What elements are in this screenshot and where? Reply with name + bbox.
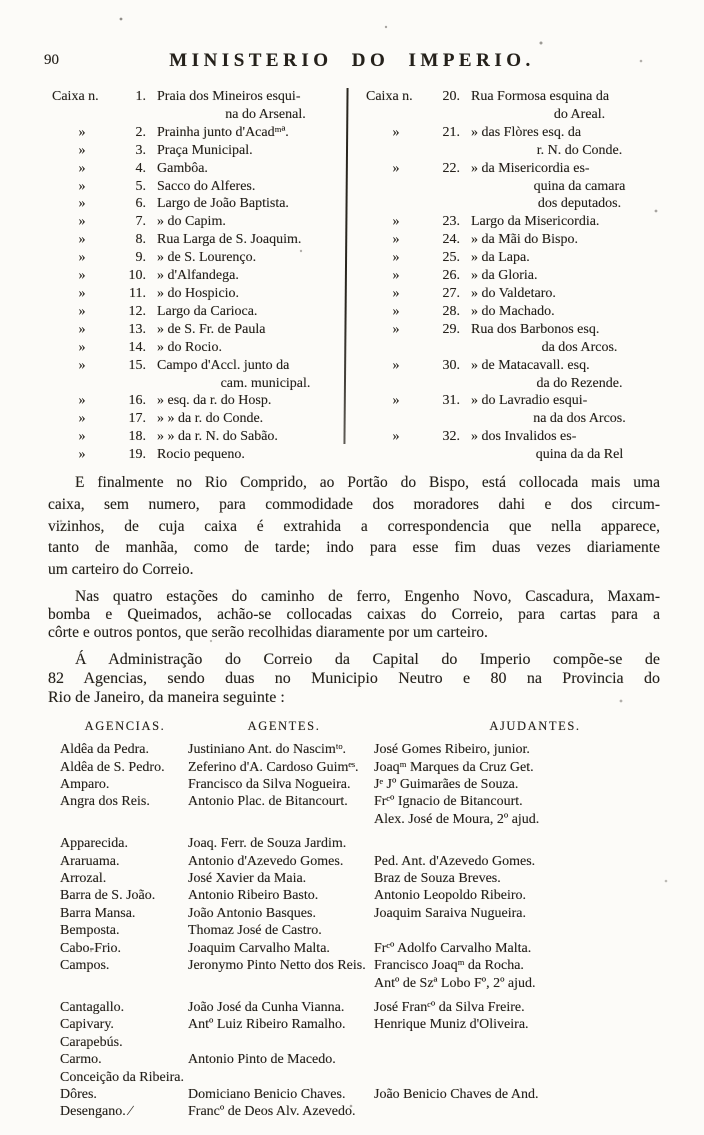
mailbox-entry [52, 392, 348, 410]
agencia-cell: Bemposta. [60, 923, 120, 939]
mailbox-entry-marker: » [78, 393, 86, 409]
mailbox-list-right-column [366, 88, 662, 464]
mailbox-entry-line: da do Rezende. [536, 375, 623, 391]
agencia-cell [56, 811, 188, 828]
mailbox-entry-text [148, 249, 348, 267]
table-row [56, 999, 696, 1016]
table-row [56, 853, 696, 870]
mailbox-entry-marker: » [392, 124, 400, 140]
mailbox-entry-line: Prainha junto d'Acadᵐª. [157, 124, 289, 140]
mailbox-entry-number: 13. [128, 321, 146, 337]
mailbox-entry-marker: » [78, 124, 86, 140]
mailbox-entry-text [148, 124, 348, 142]
mailbox-entry-text [148, 392, 348, 410]
mailbox-entry [52, 303, 348, 321]
mailbox-entry-text [462, 321, 662, 357]
mailbox-entry-text [148, 446, 348, 464]
mailbox-entry-line: » do Lavradio esqui- [471, 393, 588, 409]
agente-cell: Francisco da Silva Nogueira. [188, 777, 351, 793]
mailbox-entry [52, 357, 348, 393]
ajudante-cell: Henrique Muniz d'Oliveira. [374, 1017, 529, 1033]
table-row [56, 957, 696, 974]
ajudante-cell: Jᵉ Jº Guimarães de Souza. [374, 777, 519, 793]
mailbox-entry-text [148, 428, 348, 446]
paragraph-line: vizinhos, de cuja caixa é extrahida a correspondencia que nella apparece, [48, 517, 660, 535]
table-row [56, 835, 696, 852]
ajudante-cell: Antonio Leopoldo Ribeiro. [374, 888, 527, 904]
table-row [56, 940, 696, 957]
mailbox-entry [52, 124, 348, 142]
mailbox-entry-marker: Caixa n. [366, 89, 413, 104]
mailbox-entry [52, 88, 348, 124]
ajudante-cell: Ped. Ant. d'Azevedo Gomes. [374, 853, 536, 869]
ajudante-cell [368, 1103, 696, 1120]
mailbox-entry-number: 30. [442, 357, 460, 373]
agente-cell: Domiciano Benicio Chaves. [188, 1086, 346, 1102]
mailbox-entry-marker: » [78, 142, 86, 158]
mailbox-entry-marker: » [78, 429, 86, 445]
agencia-cell: Capivary. [60, 1017, 114, 1033]
mailbox-entry-line: » da Misericordia es- [471, 160, 590, 176]
mailbox-entry-marker: » [392, 268, 400, 284]
mailbox-entry-number: 25. [442, 250, 460, 266]
table-row [56, 776, 696, 793]
agency-table [56, 719, 696, 1121]
agencia-cell: Cantagallo. [60, 999, 125, 1015]
paragraph-p3 [48, 650, 660, 708]
mailbox-entry-line: Rua Formosa esquina da [471, 89, 610, 104]
mailbox-entry [52, 446, 348, 464]
agencia-cell: Dôres. [60, 1086, 97, 1102]
mailbox-entry-line: Sacco do Alferes. [157, 178, 256, 194]
mailbox-entry [366, 88, 662, 124]
agencia-cell: Angra dos Reis. [60, 794, 150, 810]
mailbox-entry-marker: » [392, 250, 400, 266]
mailbox-entry-line: » esq. da r. do Hosp. [157, 393, 272, 409]
agente-cell: Antonio Ribeiro Basto. [188, 888, 319, 904]
mailbox-entry-marker: » [392, 303, 400, 319]
mailbox-entry-number: 22. [442, 160, 460, 176]
mailbox-entry [52, 285, 348, 303]
agencia-cell: Carapebús. [60, 1034, 123, 1050]
header-ajudantes: AJUDANTES. [489, 719, 581, 734]
mailbox-entry-line: cam. municipal. [220, 375, 311, 391]
table-row [56, 1034, 696, 1051]
mailbox-entry-text [148, 213, 348, 231]
mailbox-entry-marker: » [392, 232, 400, 248]
mailbox-entry-number: 24. [442, 232, 460, 248]
header-agentes: AGENTES. [247, 719, 321, 734]
mailbox-entry-number: 29. [442, 321, 460, 337]
agente-cell: Joaq. Ferr. de Souza Jardim. [188, 836, 347, 852]
mailbox-entry-number: 2. [135, 124, 146, 140]
mailbox-entry-text [148, 195, 348, 213]
mailbox-entry-number: 3. [135, 142, 146, 158]
agente-cell [188, 1069, 368, 1086]
agencia-cell: Arrozal. [60, 871, 107, 887]
mailbox-entry-line: » d'Alfandega. [157, 268, 239, 284]
paragraph-line: Nas quatro estações do caminho de ferro, Engenho Novo, Cascadura, Maxam- [75, 588, 660, 606]
mailbox-entry [366, 428, 662, 464]
agente-cell: Justiniano Ant. do Nascimᵗᵒ. [188, 742, 346, 758]
mailbox-entry [366, 303, 662, 321]
mailbox-entry-text [148, 285, 348, 303]
table-row [56, 1069, 696, 1086]
table-row [56, 1086, 696, 1103]
mailbox-entry-number: 17. [128, 411, 146, 427]
paragraph-line: Rio de Janeiro, da maneira seguinte : [48, 689, 285, 707]
mailbox-entry-line: » da Lapa. [471, 250, 530, 266]
mailbox-entry-marker: » [392, 357, 400, 373]
ajudante-cell: José Franᶜº da Silva Freire. [374, 999, 525, 1015]
mailbox-entry [366, 267, 662, 285]
mailbox-list-left-column [52, 88, 348, 464]
mailbox-entry-number: 21. [442, 124, 460, 140]
table-row [56, 975, 696, 992]
mailbox-entry-number: 12. [128, 303, 146, 319]
mailbox-entry [52, 410, 348, 428]
paragraph-line: caixa, sem numero, para commodidade dos moradores dahi e dos circum- [48, 495, 660, 513]
agente-cell: João José da Cunha Vianna. [188, 999, 345, 1015]
agente-cell: Antonio d'Azevedo Gomes. [188, 853, 344, 869]
agente-cell: Thomaz José de Castro. [188, 923, 322, 939]
mailbox-entry-text [148, 339, 348, 357]
mailbox-entry-line: Gambôa. [157, 160, 208, 176]
mailbox-entry-number: 14. [128, 339, 146, 355]
mailbox-entry-marker: Caixa n. [52, 89, 99, 104]
mailbox-entry-line: » do Capim. [157, 214, 226, 230]
mailbox-entry-marker: » [78, 178, 86, 194]
agente-cell: Jeronymo Pinto Netto dos Reis. [188, 958, 366, 974]
mailbox-entry [366, 124, 662, 160]
mailbox-entry-marker: » [392, 160, 400, 176]
ajudante-cell: João Benicio Chaves de And. [374, 1086, 539, 1102]
mailbox-entry-line: » » da r. do Conde. [157, 411, 264, 427]
mailbox-entry-marker: » [78, 357, 86, 373]
mailbox-entry-marker: » [78, 285, 86, 301]
mailbox-entry [52, 428, 348, 446]
mailbox-entry-number: 27. [442, 285, 460, 301]
ajudante-cell: Antº de Szª Lobo Fº, 2º ajud. [374, 975, 536, 991]
mailbox-entry-text [148, 142, 348, 160]
mailbox-entry-marker: » [78, 447, 86, 463]
mailbox-entry [366, 321, 662, 357]
mailbox-entry-text [462, 124, 662, 160]
mailbox-entry-text [148, 267, 348, 285]
ajudante-cell: Frᶜº Adolfo Carvalho Malta. [374, 940, 532, 956]
mailbox-entry [52, 267, 348, 285]
mailbox-entry-text [462, 303, 662, 321]
ajudante-cell: Braz de Souza Breves. [374, 871, 501, 887]
ajudante-cell [368, 1069, 696, 1086]
agency-table-header [56, 719, 696, 734]
mailbox-entry-marker: » [392, 393, 400, 409]
agencia-cell: Aldêa de S. Pedro. [60, 759, 165, 775]
mailbox-entry-marker: » [78, 232, 86, 248]
mailbox-entry-marker: » [392, 285, 400, 301]
mailbox-entry-number: 10. [128, 268, 146, 284]
mailbox-entry-number: 6. [135, 196, 146, 212]
mailbox-entry-text [462, 428, 662, 464]
agencia-cell: Carmo. [60, 1052, 102, 1068]
agente-cell [188, 1034, 368, 1051]
mailbox-entry-number: 32. [442, 429, 460, 445]
mailbox-entry-text [148, 303, 348, 321]
mailbox-entry-line: » das Flòres esq. da [471, 124, 582, 140]
table-row [56, 793, 696, 810]
mailbox-entry-line: » de Matacavall. esq. [471, 357, 590, 373]
mailbox-entry-number: 16. [128, 393, 146, 409]
mailbox-entry-marker: » [78, 250, 86, 266]
table-row [56, 1051, 696, 1068]
ajudante-cell: Joaquim Saraiva Nugueira. [374, 905, 527, 921]
mailbox-entry-marker: » [78, 303, 86, 319]
mailbox-entry-line: na da dos Arcos. [533, 411, 626, 427]
mailbox-entry-number: 1. [135, 89, 146, 104]
ajudante-cell [368, 922, 696, 939]
mailbox-entry [52, 178, 348, 196]
mailbox-entry-text [462, 160, 662, 214]
mailbox-entry-text [148, 410, 348, 428]
ajudante-cell [368, 835, 696, 852]
mailbox-entry-number: 4. [135, 160, 146, 176]
agente-cell: Antonio Pinto de Macedo. [188, 1052, 336, 1068]
mailbox-entry [52, 213, 348, 231]
ajudante-cell: Frᶜº Ignacio de Bitancourt. [374, 794, 523, 810]
mailbox-entry-line: » do Machado. [471, 303, 555, 319]
agente-cell: Antonio Plac. de Bitancourt. [188, 794, 348, 810]
paragraph-p1 [48, 472, 660, 581]
mailbox-entry [366, 392, 662, 428]
mailbox-entry [366, 357, 662, 393]
mailbox-entry-line: » » da r. N. do Sabão. [157, 429, 278, 445]
mailbox-entry-text [462, 357, 662, 393]
paragraph-line: E finalmente no Rio Comprido, ao Portão do Bispo, está collocada mais uma [75, 474, 660, 492]
mailbox-entry-line: » do Valdetaro. [471, 285, 556, 301]
mailbox-entry-line: dos deputados. [537, 196, 622, 212]
mailbox-entry-line: na do Arsenal. [225, 106, 306, 122]
mailbox-entry [366, 231, 662, 249]
mailbox-entry-text [462, 88, 662, 124]
mailbox-entry-line: Rocio pequeno. [157, 447, 245, 463]
paragraph-line: tanto de manhãa, como de tarde; indo para esse fim duas vezes diariamente [48, 539, 660, 557]
mailbox-entry-line: da dos Arcos. [541, 339, 618, 355]
mailbox-entry-marker: » [392, 214, 400, 230]
table-row [56, 887, 696, 904]
mailbox-entry [366, 249, 662, 267]
mailbox-entry-text [148, 231, 348, 249]
agencia-cell: Aldêa da Pedra. [60, 742, 150, 758]
agencia-cell: Apparecida. [60, 836, 129, 852]
mailbox-entry-line: Rua Larga de S. Joaquim. [157, 232, 302, 248]
mailbox-entry-marker: » [78, 214, 86, 230]
agencia-cell: Barra de S. João. [60, 888, 156, 904]
mailbox-entry-line: Largo de João Baptista. [157, 196, 289, 212]
ajudante-cell: Francisco Joaqᵐ da Rocha. [374, 958, 524, 974]
mailbox-entry-text [148, 88, 348, 124]
mailbox-entry-line: Praça Municipal. [157, 142, 253, 158]
mailbox-entry-text [462, 392, 662, 428]
mailbox-entry-line: » do Hospicio. [157, 285, 240, 301]
table-row [56, 741, 696, 758]
agency-table-body [56, 741, 696, 1121]
ajudante-cell: Joaqᵐ Marques da Cruz Get. [374, 759, 534, 775]
mailbox-entry-line: r. N. do Conde. [536, 142, 623, 158]
mailbox-entry-number: 8. [135, 232, 146, 248]
agente-cell: Antº Luiz Ribeiro Ramalho. [188, 1017, 346, 1033]
mailbox-entry [366, 213, 662, 231]
table-row [56, 870, 696, 887]
agencia-cell [56, 975, 188, 992]
agencia-cell: Cabo-Frio. [60, 940, 122, 956]
mailbox-entry [52, 339, 348, 357]
mailbox-entry-marker: » [78, 160, 86, 176]
agencia-cell: Araruama. [60, 853, 120, 869]
ajudante-cell [368, 1034, 696, 1051]
agente-cell: Zeferino d'A. Cardoso Guimᵉˢ. [188, 759, 359, 775]
ajudante-cell: José Gomes Ribeiro, junior. [374, 742, 530, 758]
page-title: MINISTERIO DO IMPERIO. [169, 50, 535, 71]
mailbox-entry-number: 18. [128, 429, 146, 445]
table-row [56, 1103, 696, 1120]
mailbox-entry [52, 160, 348, 178]
mailbox-entry-line: » da Mãi do Bispo. [471, 232, 578, 248]
table-row [56, 759, 696, 776]
mailbox-entry-text [148, 178, 348, 196]
mailbox-entry-line: Praia dos Mineiros esqui- [157, 89, 301, 104]
paragraph-line: Á Administração do Correio da Capital do Imperio compõe-se de [75, 650, 660, 668]
mailbox-entry-line: » de S. Fr. de Paula [157, 321, 266, 337]
paragraph-line: côrte e outros pontos, que serão recolhidas diaramente por um carteiro. [48, 624, 488, 642]
mailbox-entry-text [462, 267, 662, 285]
agente-cell: João Antonio Basques. [188, 905, 316, 921]
mailbox-entry-text [148, 357, 348, 393]
mailbox-entry-number: 5. [135, 178, 146, 194]
mailbox-entry-number: 7. [135, 214, 146, 230]
ajudante-cell [368, 1051, 696, 1068]
mailbox-entry-marker: » [78, 339, 86, 355]
mailbox-entry-marker: » [392, 321, 400, 337]
mailbox-entry-line: » do Rocio. [157, 339, 222, 355]
mailbox-entry-number: 20. [442, 89, 460, 104]
mailbox-entry-line: » de S. Lourenço. [157, 250, 257, 266]
mailbox-entry [52, 195, 348, 213]
mailbox-entry-number: 28. [442, 303, 460, 319]
mailbox-entry [52, 231, 348, 249]
agencia-cell: Campos. [60, 958, 110, 974]
mailbox-list-section [52, 88, 696, 464]
mailbox-entry-number: 23. [442, 214, 460, 230]
agencia-cell: Barra Mansa. [60, 905, 136, 921]
mailbox-entry-text [462, 285, 662, 303]
page-number: 90 [44, 52, 59, 68]
agente-cell: Francº de Deos Alv. Azevedo. [188, 1104, 356, 1120]
mailbox-entry-number: 9. [135, 250, 146, 266]
paragraph-line: um carteiro do Correio. [48, 561, 194, 579]
ajudante-cell: Alex. José de Moura, 2º ajud. [374, 811, 540, 827]
mailbox-entry-line: quina da da Rel [535, 447, 624, 463]
mailbox-entry-marker: » [78, 196, 86, 212]
mailbox-entry-marker: » [78, 268, 86, 284]
mailbox-entry-text [462, 249, 662, 267]
paragraph-line: 82 Agencias, sendo duas no Municipio Neutro e 80 na Provincia do [48, 669, 660, 687]
mailbox-entry-line: Campo d'Accl. junto da [157, 357, 290, 373]
mailbox-entry-marker: » [78, 321, 86, 337]
mailbox-entry [52, 321, 348, 339]
mailbox-entry-number: 31. [442, 393, 460, 409]
agencia-cell: Desengano. ∕ [60, 1104, 132, 1120]
agente-cell: Joaquim Carvalho Malta. [188, 940, 330, 956]
mailbox-entry-number: 26. [442, 268, 460, 284]
body-paragraphs [48, 472, 660, 707]
mailbox-entry-marker: » [392, 429, 400, 445]
mailbox-entry-line: Rua dos Barbonos esq. [471, 321, 600, 337]
mailbox-entry-number: 11. [129, 285, 146, 301]
mailbox-entry-text [148, 321, 348, 339]
paragraph-p2 [48, 588, 660, 643]
page-header [0, 0, 704, 78]
mailbox-entry-line: do Areal. [553, 106, 606, 122]
mailbox-entry-marker: » [78, 411, 86, 427]
agente-cell [188, 975, 368, 992]
mailbox-entry-line: Largo da Misericordia. [471, 214, 600, 230]
agente-cell [188, 811, 368, 828]
mailbox-entry [52, 142, 348, 160]
mailbox-entry-number: 15. [128, 357, 146, 373]
mailbox-entry-text [148, 160, 348, 178]
mailbox-entry-number: 19. [128, 447, 146, 463]
agente-cell: José Xavier da Maia. [188, 871, 307, 887]
table-row [56, 922, 696, 939]
table-row [56, 905, 696, 922]
mailbox-entry-line: » da Gloria. [471, 268, 538, 284]
paragraph-line: bomba e Queimados, achão-se collocadas caixas do Correio, para cartas para a [48, 606, 660, 624]
mailbox-entry-text [462, 231, 662, 249]
agencia-cell: Amparo. [60, 777, 110, 793]
mailbox-entry [366, 285, 662, 303]
mailbox-entry-line: » dos Invalidos es- [471, 429, 577, 445]
table-row [56, 1016, 696, 1033]
mailbox-entry [366, 160, 662, 214]
mailbox-entry-text [462, 213, 662, 231]
agencia-cell: Conceição da Ribeira. [60, 1069, 185, 1085]
header-agencias: AGENCIAS. [84, 719, 166, 734]
mailbox-entry-line: Largo da Carioca. [157, 303, 258, 319]
mailbox-entry [52, 249, 348, 267]
table-row [56, 811, 696, 828]
mailbox-entry-line: quina da camara [533, 178, 626, 194]
